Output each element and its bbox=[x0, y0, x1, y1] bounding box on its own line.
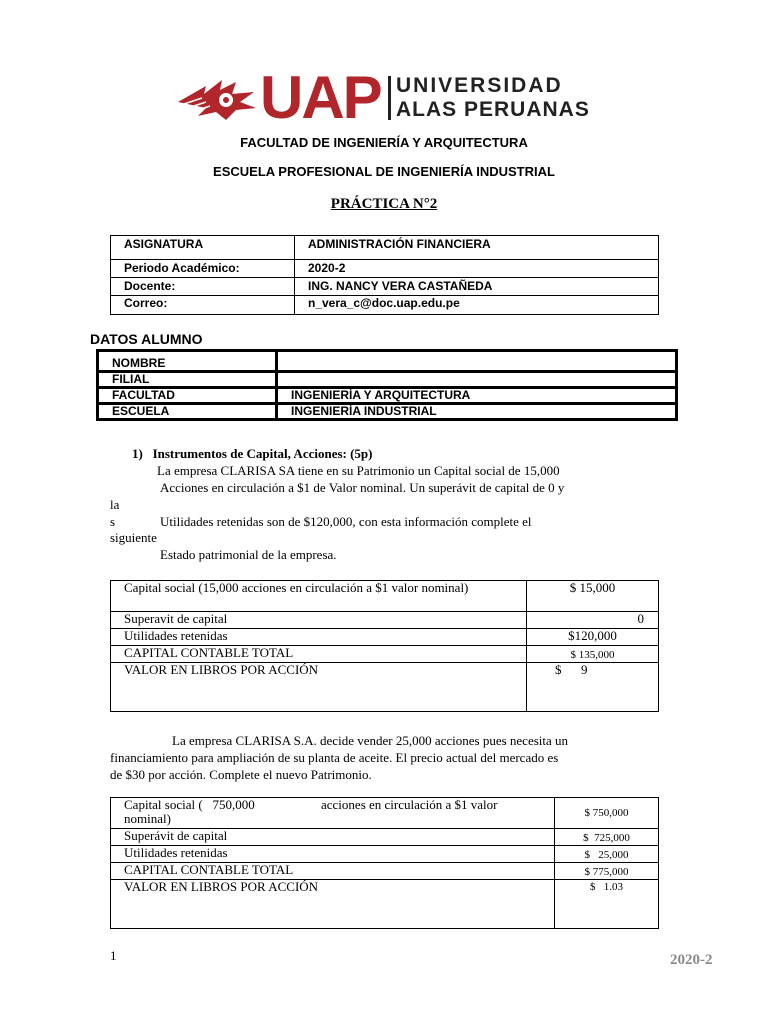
equity-value: $ 725,000 bbox=[555, 829, 659, 846]
page-number: 1 bbox=[110, 948, 117, 963]
table-row bbox=[111, 846, 659, 863]
question-text-line: la bbox=[110, 497, 120, 512]
student-data-title: DATOS ALUMNO bbox=[90, 331, 203, 347]
footer-year: 2020-2 bbox=[670, 952, 713, 968]
student-label: ESCUELA bbox=[98, 404, 277, 420]
course-label: Correo: bbox=[111, 296, 295, 315]
question-text-line: de $30 por acción. Complete el nuevo Patrimonio. bbox=[110, 767, 372, 782]
course-value: ADMINISTRACIÓN FINANCIERA bbox=[295, 236, 659, 260]
practice-title: PRÁCTICA N°2 bbox=[330, 196, 438, 212]
table-row bbox=[111, 663, 659, 712]
student-value: INGENIERÍA INDUSTRIAL bbox=[277, 404, 677, 420]
course-info-table bbox=[110, 235, 659, 315]
table-row bbox=[98, 351, 677, 372]
equity-label bbox=[111, 798, 555, 829]
table-row bbox=[111, 829, 659, 846]
equity-label-part: acciones en circulación a $1 valor bbox=[321, 797, 498, 812]
logo-divider bbox=[388, 76, 391, 120]
table-row bbox=[111, 646, 659, 663]
table-row bbox=[111, 236, 659, 260]
student-label: NOMBRE bbox=[98, 351, 277, 372]
logo-name-line1: UNIVERSIDAD bbox=[396, 74, 563, 97]
course-label: ASIGNATURA bbox=[111, 236, 295, 260]
table-row bbox=[111, 798, 659, 829]
student-value bbox=[277, 372, 677, 388]
equity-value: $ 15,000 bbox=[527, 581, 659, 612]
course-value: ING. NANCY VERA CASTAÑEDA bbox=[295, 278, 659, 296]
bird-emblem-icon bbox=[176, 72, 260, 122]
question-text-line: Acciones en circulación a $1 de Valor nominal. Un superávit de capital de 0 y bbox=[160, 480, 565, 495]
course-label: Docente: bbox=[111, 278, 295, 296]
university-logo bbox=[176, 64, 596, 131]
table-row bbox=[98, 404, 677, 420]
student-label: FILIAL bbox=[98, 372, 277, 388]
equity-value: $ 775,000 bbox=[555, 863, 659, 880]
student-data-table bbox=[96, 349, 678, 421]
equity-value: $120,000 bbox=[527, 629, 659, 646]
question-text-line: siguiente bbox=[110, 530, 157, 545]
table-row bbox=[111, 880, 659, 929]
question-text-line: La empresa CLARISA S.A. decide vender 25,000 acciones pues necesita un bbox=[172, 733, 569, 748]
equity-table-1 bbox=[110, 580, 659, 712]
equity-label: Superavit de capital bbox=[111, 612, 527, 629]
equity-value: $ 25,000 bbox=[555, 846, 659, 863]
equity-label-part: nominal) bbox=[124, 811, 171, 826]
equity-table-2 bbox=[110, 797, 659, 929]
equity-value: $ 750,000 bbox=[555, 798, 659, 829]
equity-label: VALOR EN LIBROS POR ACCIÓN bbox=[111, 880, 555, 929]
school-heading: ESCUELA PROFESIONAL DE INGENIERÍA INDUSTRIAL bbox=[213, 164, 555, 179]
equity-label: VALOR EN LIBROS POR ACCIÓN bbox=[111, 663, 527, 712]
equity-value: 0 bbox=[527, 612, 659, 629]
question-text-line: Utilidades retenidas son de $120,000, con esta información complete el bbox=[160, 514, 532, 529]
question-title: 1) Instrumentos de Capital, Acciones: (5p) bbox=[132, 446, 373, 461]
table-row bbox=[98, 388, 677, 404]
question-text-line: La empresa CLARISA SA tiene en su Patrimonio un Capital social de 15,000 bbox=[157, 463, 560, 478]
logo-name-line2: ALAS PERUANAS bbox=[396, 98, 590, 121]
table-row bbox=[111, 581, 659, 612]
equity-value: $ 1.03 bbox=[555, 880, 659, 929]
equity-label: Utilidades retenidas bbox=[111, 846, 555, 863]
equity-label: Superávit de capital bbox=[111, 829, 555, 846]
equity-label: CAPITAL CONTABLE TOTAL bbox=[111, 863, 555, 880]
equity-label-part: Capital social ( 750,000 bbox=[124, 797, 255, 812]
equity-label: CAPITAL CONTABLE TOTAL bbox=[111, 646, 527, 663]
student-value bbox=[277, 351, 677, 372]
table-row bbox=[98, 372, 677, 388]
equity-label: Capital social (15,000 acciones en circulación a $1 valor nominal) bbox=[111, 581, 527, 612]
course-label: Periodo Académico: bbox=[111, 260, 295, 278]
logo-acronym: UAP bbox=[260, 64, 381, 131]
course-value: 2020-2 bbox=[295, 260, 659, 278]
equity-value: $ 135,000 bbox=[527, 646, 659, 663]
table-row bbox=[111, 260, 659, 278]
table-row bbox=[111, 296, 659, 315]
table-row bbox=[111, 863, 659, 880]
student-label: FACULTAD bbox=[98, 388, 277, 404]
table-row bbox=[111, 629, 659, 646]
student-value: INGENIERÍA Y ARQUITECTURA bbox=[277, 388, 677, 404]
question-text-line: financiamiento para ampliación de su planta de aceite. El precio actual del mercado es bbox=[110, 750, 559, 765]
course-value: n_vera_c@doc.uap.edu.pe bbox=[295, 296, 659, 315]
equity-value: $ 9 bbox=[527, 663, 659, 712]
faculty-heading: FACULTAD DE INGENIERÍA Y ARQUITECTURA bbox=[240, 135, 528, 150]
question-text-line: Estado patrimonial de la empresa. bbox=[160, 547, 337, 562]
table-row bbox=[111, 612, 659, 629]
table-row bbox=[111, 278, 659, 296]
equity-label: Utilidades retenidas bbox=[111, 629, 527, 646]
question-text-line: s bbox=[110, 514, 116, 529]
